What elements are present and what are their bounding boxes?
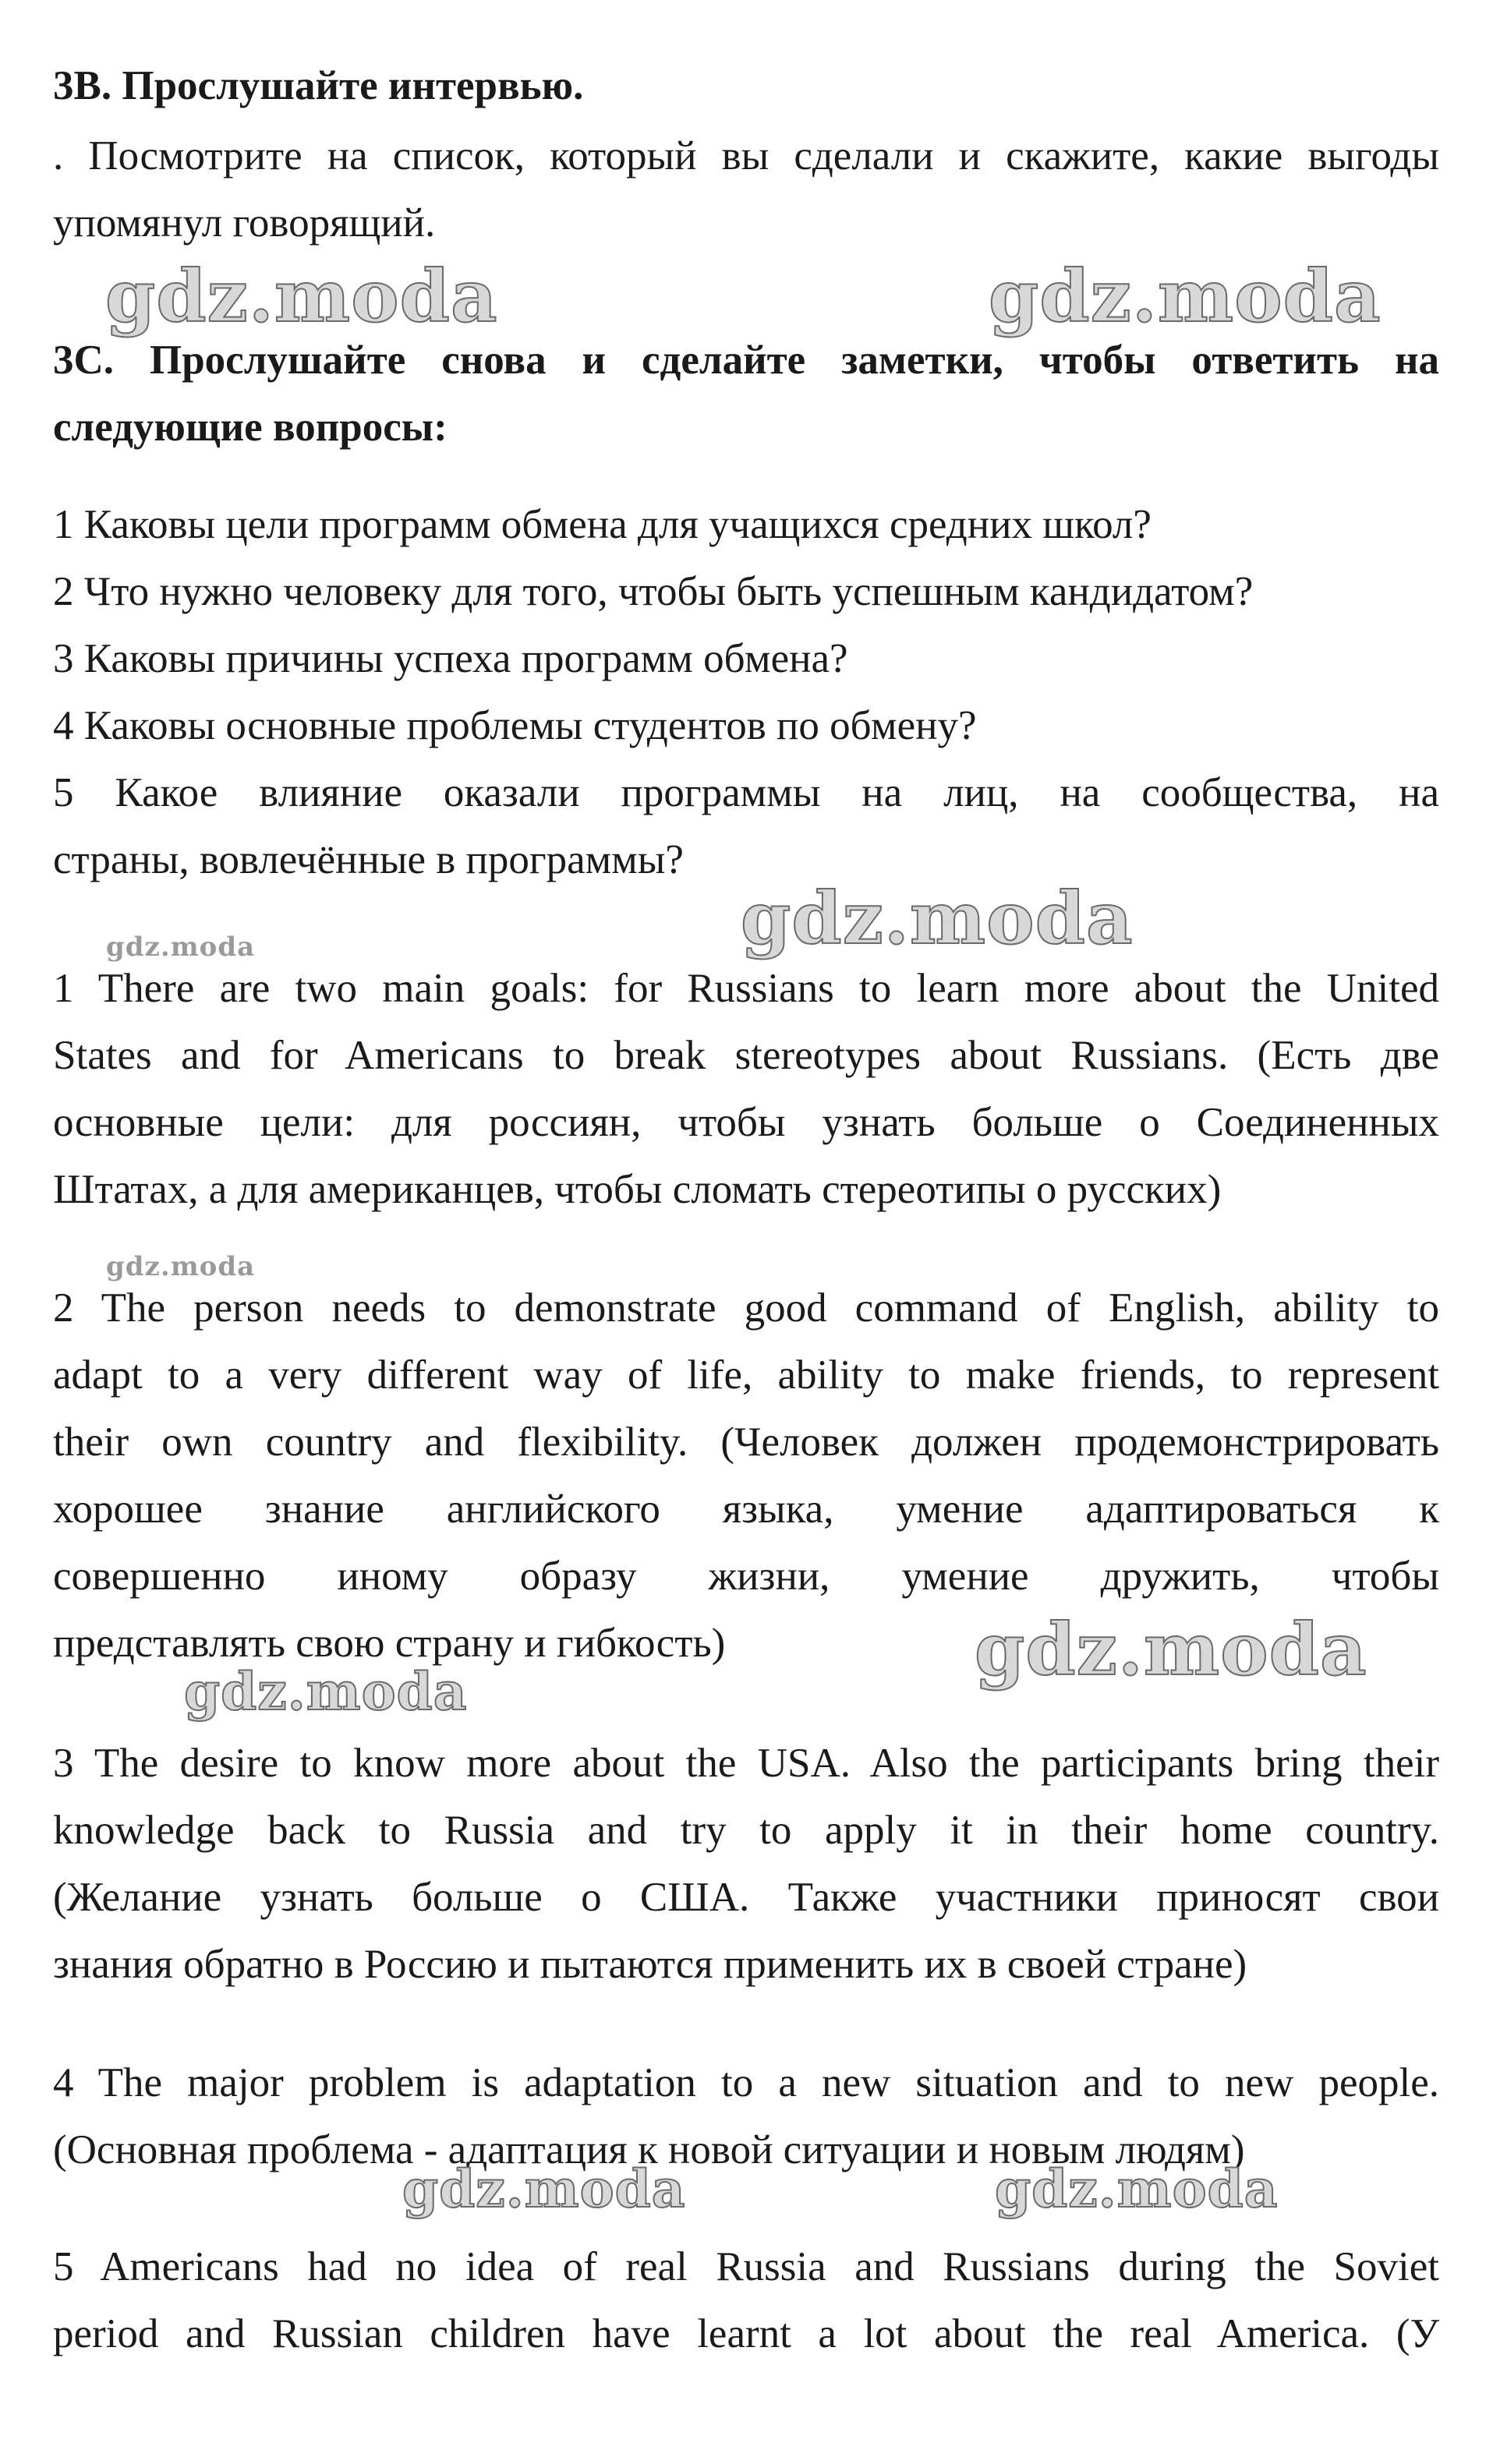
answer-2: представлять свою страну и гибкость) [53,1621,726,1666]
answer-5: 5 Americans had no idea of real Russia and Russians during the Soviet [53,2244,1439,2289]
section-3b-heading: 3В. Прослушайте интервью. [53,63,584,108]
question-4: 4 Каковы основные проблемы студентов по обмену? [53,703,977,748]
question-5: 5 Какое влияние оказали программы на лиц, на сообщества, на [53,770,1439,815]
watermark: gdz.moda [995,2158,1279,2219]
section-3b-line: . Посмотрите на список, который вы сделали и скажите, какие выгоды [53,133,1439,179]
answer-2: 2 The person needs to demonstrate good command of English, ability to [53,1285,1439,1331]
watermark: gdz.moda [184,1661,468,1722]
answer-2: their own country and flexibility. (Человек должен продемонстрировать [53,1419,1439,1465]
question-1: 1 Каковы цели программ обмена для учащихся средних школ? [53,502,1152,547]
watermark: gdz.moda [402,2158,686,2219]
question-3: 3 Каковы причины успеха программ обмена? [53,636,848,681]
answer-2: adapt to a very different way of life, ability to make friends, to represent [53,1352,1439,1398]
answer-3: knowledge back to Russia and try to apply it in their home country. [53,1808,1439,1853]
watermark: gdz.moda [106,1251,256,1282]
section-3c-heading: следующие вопросы: [53,405,448,450]
answer-4: (Основная проблема - адаптация к новой ситуации и новым людям) [53,2127,1245,2172]
answer-5: period and Russian children have learnt a lot about the real America. (У [53,2311,1439,2356]
answer-2: совершенно иному образу жизни, умение дружить, чтобы [53,1554,1439,1599]
watermark: gdz.moda [975,1607,1367,1692]
section-3c-heading: 3С. Прослушайте снова и сделайте заметки, чтобы ответить на [53,338,1439,383]
watermark: gdz.moda [106,932,256,963]
watermark: gdz.moda [105,254,498,338]
answer-3: знания обратно в Россию и пытаются применить их в своей стране) [53,1942,1247,1987]
watermark: gdz.moda [989,254,1382,338]
answer-1: основные цели: для россиян, чтобы узнать больше о Соединенных [53,1100,1439,1145]
question-5: страны, вовлечённые в программы? [53,837,684,882]
answer-4: 4 The major problem is adaptation to a new situation and to new people. [53,2060,1439,2105]
section-3b-line: упомянул говорящий. [53,200,436,246]
answer-1: 1 There are two main goals: for Russians to learn more about the United [53,966,1439,1011]
answer-1: Штатах, а для американцев, чтобы сломать стереотипы о русских) [53,1167,1222,1212]
answer-3: (Желание узнать больше о США. Также участники приносят свои [53,1875,1439,1920]
answer-1: States and for Americans to break stereotypes about Russians. (Есть две [53,1033,1439,1078]
watermark: gdz.moda [741,876,1134,960]
answer-2: хорошее знание английского языка, умение адаптироваться к [53,1487,1439,1532]
answer-3: 3 The desire to know more about the USA. Also the participants bring their [53,1741,1439,1786]
question-2: 2 Что нужно человеку для того, чтобы быть успешным кандидатом? [53,569,1254,614]
